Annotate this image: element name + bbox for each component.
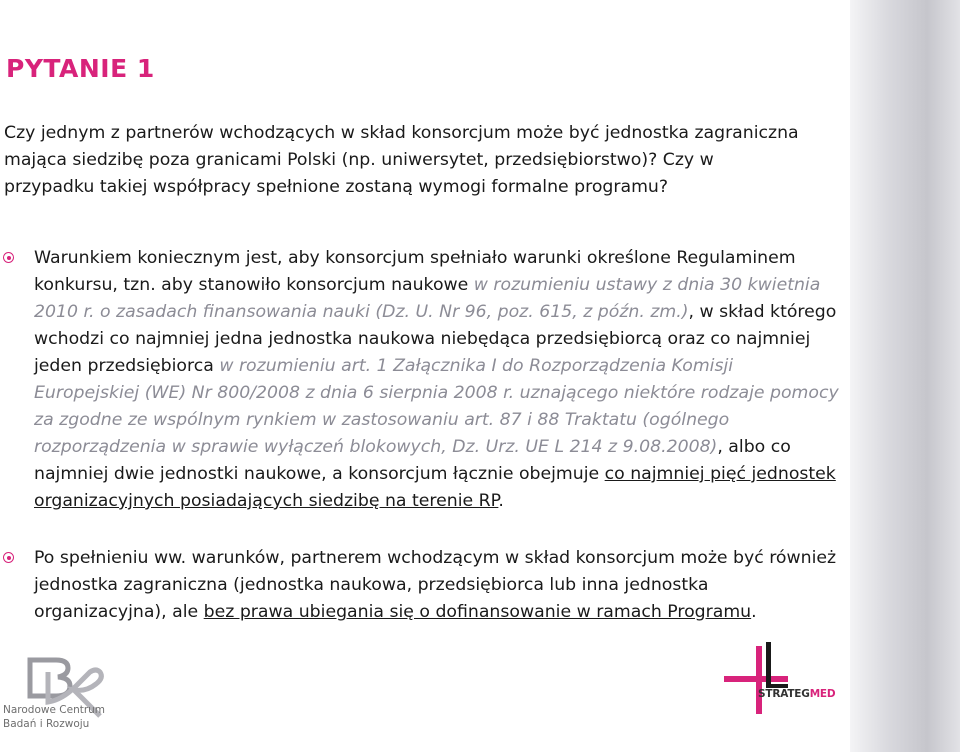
strategmed-logo-icon [720, 640, 830, 720]
question-text: Czy jednym z partnerów wchodzących w skład konsorcjum może być jednostka zagraniczna mająca siedzibę poza granicami Polski (np. uniwersytet, przedsiębiorstwo)? Czy w przypadku takiej współpracy spełnione zostaną wymogi formalne programu? [4, 123, 799, 197]
underlined-emphasis: bez prawa ubiegania się o dofinansowanie w ramach Programu [203, 602, 752, 622]
answer-text: . [498, 491, 504, 511]
answer-text: Warunkiem koniecznym jest, aby konsorcjum spełniało warunki określone Regulaminem konkursu, tzn. aby stanowiło konsorcjum naukowe [34, 248, 796, 295]
legal-reference: w rozumieniu art. 1 Załącznika I do Rozporządzenia Komisji Europejskiej (WE) Nr 800/2008 z dnia 6 sierpnia 2008 r. uznającego niektóre rodzaje pomocy za zgodne ze wspólnym rynkiem w zastosowaniu art. 87 i 88 Traktatu (ogólnego rozporządzenia w sprawie wyłączeń blokowych, Dz. Urz. UE L 214 z 9.08.2008) [34, 356, 839, 457]
bullet-marker-icon [3, 252, 14, 263]
answer-bullet-2 [0, 545, 840, 626]
slide-title: PYTANIE 1 [6, 54, 155, 83]
answer-text: , w skład którego wchodzi co najmniej jedna jednostka naukowa niebędąca przedsiębiorcą oraz co najmniej jeden przedsiębiorca [34, 302, 837, 376]
decorative-sidebar [850, 0, 960, 752]
ncbr-logo-icon [0, 650, 130, 752]
answer-text: Po spełnieniu ww. warunków, partnerem wchodzącym w skład konsorcjum może być również jednostka zagraniczna (jednostka naukowa, przedsiębiorca lub inna jednostka organizacyjna), ale [34, 548, 837, 622]
strategmed-logo-text: STRATEGMED [758, 688, 836, 700]
answer-text: , albo co najmniej dwie jednostki naukowe, a konsorcjum łącznie obejmuje [34, 437, 791, 484]
underlined-emphasis: co najmniej pięć jednostek organizacyjnych posiadających siedzibę na terenie RP [34, 464, 836, 511]
answer-bullet-1 [0, 245, 840, 515]
bullet-marker-icon [3, 552, 14, 563]
legal-reference: w rozumieniu ustawy z dnia 30 kwietnia 2010 r. o zasadach finansowania nauki (Dz. U. Nr 96, poz. 615, z późn. zm.) [34, 275, 821, 322]
answer-list [0, 245, 840, 626]
ncbr-logo-text: Narodowe Centrum Badań i Rozwoju [3, 704, 106, 730]
answer-text: . [751, 602, 757, 622]
